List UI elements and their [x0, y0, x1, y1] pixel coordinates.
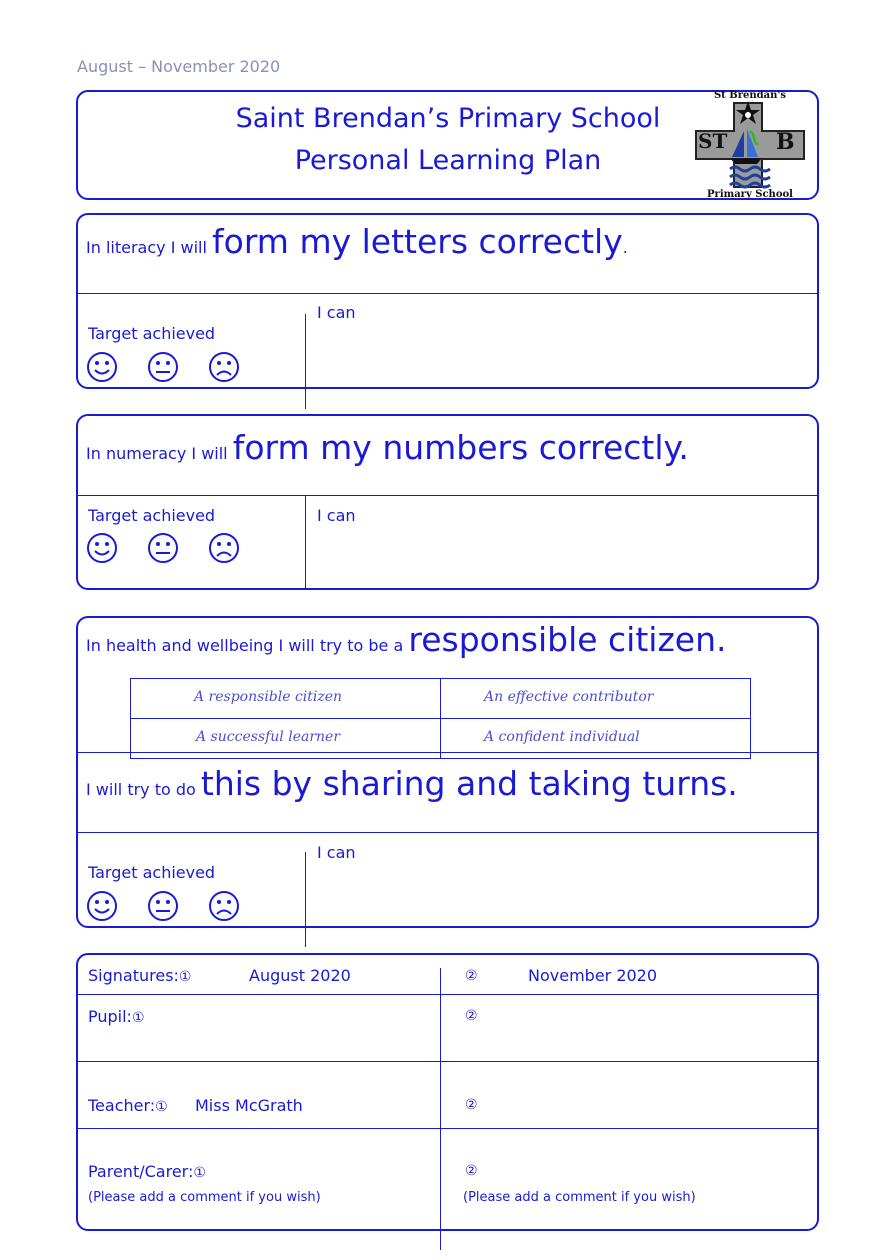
teacher-marker-1: ① [155, 1099, 168, 1115]
pupil-marker-1: ① [131, 1010, 145, 1026]
health-lead-2: I will try to do [86, 780, 196, 799]
health-heading [86, 620, 726, 659]
sad-face-icon[interactable] [208, 351, 240, 383]
capacity-confident-individual: A confident individual [484, 729, 640, 745]
literacy-i-can: I can [317, 303, 356, 322]
parent-marker-2: ② [465, 1163, 478, 1179]
logo-left-letter: ST [698, 129, 728, 153]
health-i-can: I can [317, 843, 356, 862]
signatures-date-1: August 2020 [249, 966, 351, 985]
numeracy-lead: In numeracy I will [86, 444, 228, 463]
health-heading-2 [86, 764, 738, 803]
numeracy-faces [86, 532, 256, 566]
signatures-row-line-2 [77, 1061, 818, 1062]
marker-2: ② [465, 968, 478, 984]
neutral-face-icon[interactable] [147, 532, 179, 564]
numeracy-column-line [305, 496, 306, 588]
health-target-achieved: Target achieved [88, 863, 216, 882]
teacher-label-text: Teacher: [88, 1096, 156, 1115]
parent-label [88, 1162, 206, 1181]
health-target-2: this by sharing and taking turns. [200, 764, 738, 803]
parent-comment-note-1: (Please add a comment if you wish) [88, 1190, 321, 1205]
parent-comment-note-2: (Please add a comment if you wish) [463, 1190, 696, 1205]
happy-face-icon[interactable] [86, 351, 118, 383]
happy-face-icon[interactable] [86, 532, 118, 564]
sad-face-icon[interactable] [208, 890, 240, 922]
happy-face-icon[interactable] [86, 890, 118, 922]
pupil-label [88, 1007, 145, 1026]
health-faces [86, 890, 256, 924]
health-column-line [305, 852, 306, 947]
capacity-successful-learner: A successful learner [196, 729, 341, 745]
date-range: August – November 2020 [77, 57, 281, 76]
capacity-responsible-citizen: A responsible citizen [194, 689, 343, 705]
health-divider [77, 832, 818, 833]
school-logo [694, 89, 806, 201]
numeracy-i-can: I can [317, 506, 356, 525]
literacy-target-end: . [622, 238, 628, 257]
health-target: responsible citizen. [408, 620, 727, 659]
logo-bottom-text: Primary School [707, 189, 793, 200]
signatures-label [88, 966, 191, 985]
capacity-effective-contributor: An effective contributor [484, 689, 654, 705]
literacy-heading [86, 222, 628, 261]
health-lead: In health and wellbeing I will try to be a [86, 636, 404, 655]
signatures-label-text: Signatures: [88, 966, 179, 985]
neutral-face-icon[interactable] [147, 351, 179, 383]
logo-top-text: St Brendan's [713, 90, 787, 101]
literacy-column-line [305, 314, 306, 409]
parent-label-text: Parent/Carer: [88, 1162, 194, 1181]
literacy-target: form my letters correctly [212, 222, 623, 261]
document-title: Personal Learning Plan [294, 145, 602, 176]
pupil-label-text: Pupil: [88, 1007, 132, 1026]
literacy-divider [77, 293, 818, 294]
teacher-label [88, 1096, 168, 1115]
numeracy-target: form my numbers correctly. [232, 428, 689, 467]
numeracy-divider [77, 495, 818, 496]
teacher-marker-2: ② [465, 1097, 478, 1113]
literacy-target-achieved: Target achieved [88, 324, 216, 343]
signatures-column-line [440, 968, 441, 1250]
numeracy-heading [86, 428, 689, 467]
literacy-lead: In literacy I will [86, 238, 207, 257]
numeracy-target-achieved: Target achieved [88, 506, 216, 525]
marker-1: ① [178, 969, 192, 985]
sad-face-icon[interactable] [208, 532, 240, 564]
teacher-name: Miss McGrath [195, 1096, 303, 1115]
signatures-date-2: November 2020 [528, 966, 658, 985]
neutral-face-icon[interactable] [147, 890, 179, 922]
school-name: Saint Brendan’s Primary School [235, 103, 661, 134]
signatures-row-line-1 [77, 994, 818, 995]
logo-right-letter: B [776, 129, 795, 155]
literacy-faces [86, 351, 256, 385]
signatures-row-line-3 [77, 1128, 818, 1129]
capacities-grid-col-line [440, 678, 441, 759]
pupil-marker-2: ② [465, 1008, 478, 1024]
health-mid-divider [77, 752, 818, 753]
parent-marker-1: ① [193, 1165, 206, 1181]
